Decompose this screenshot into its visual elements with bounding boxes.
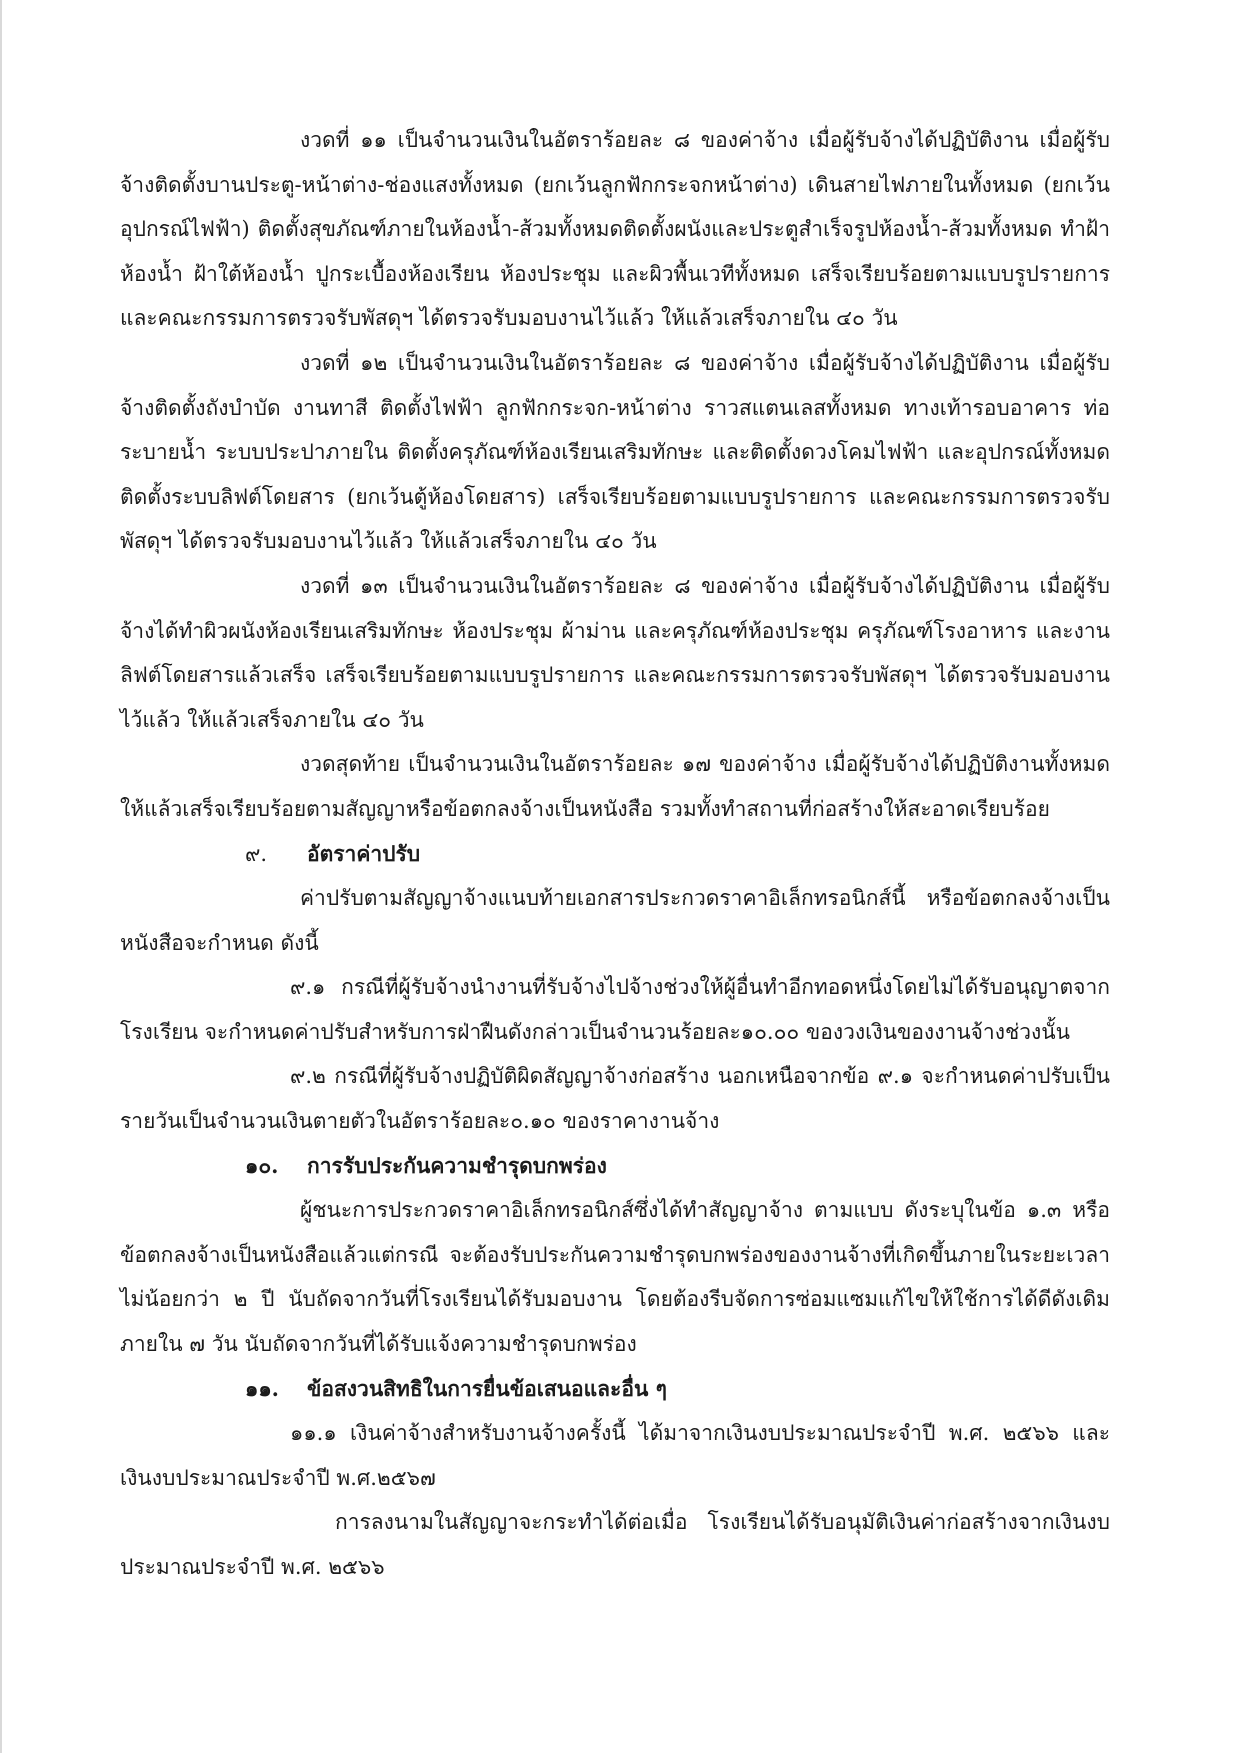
section-9-heading	[120, 832, 1110, 877]
section-9-number: ๙.	[245, 841, 268, 866]
section-9-title: อัตราค่าปรับ	[307, 840, 421, 866]
section-10-number: ๑๐.	[245, 1152, 279, 1178]
section-10-body: ผู้ชนะการประกวดราคาอิเล็กทรอนิกส์ซึ่งได้ทำสัญญาจ้าง ตามแบบ ดังระบุในข้อ ๑.๓ หรือข้อตกลงจ้างเป็นหนังสือแล้วแต่กรณี จะต้องรับประกันความชำรุดบกพร่องของงานจ้างที่เกิดขึ้นภายในระยะเวลา ไม่น้อยกว่า ๒ ปี นับถัดจากวันที่โรงเรียนได้รับมอบงาน โดยต้องรีบจัดการซ่อมแซมแก้ไขให้ใช้การได้ดีดังเดิมภายใน ๗ วัน นับถัดจากวันที่ได้รับแจ้งความชำรุดบกพร่อง	[120, 1198, 1110, 1357]
section-11-title: ข้อสงวนสิทธิในการยื่นข้อเสนอและอื่น ๆ	[307, 1375, 667, 1401]
section-9-intro: ค่าปรับตามสัญญาจ้างแนบท้ายเอกสารประกวดราคาอิเล็กทรอนิกส์นี้ หรือข้อตกลงจ้างเป็นหนังสือจะกำหนด ดังนี้	[120, 886, 1110, 955]
document-body	[120, 118, 1110, 1590]
section-9-item-1: ๙.๑ กรณีที่ผู้รับจ้างนำงานที่รับจ้างไปจ้างช่วงให้ผู้อื่นทำอีกทอดหนึ่งโดยไม่ได้รับอนุญาตจากโรงเรียน จะกำหนดค่าปรับสำหรับการฝ่าฝืนดังกล่าวเป็นจำนวนร้อยละ๑๐.๐๐ ของวงเงินของงานจ้างช่วงนั้น	[120, 975, 1110, 1044]
installment-12-paragraph: งวดที่ ๑๒ เป็นจำนวนเงินในอัตราร้อยละ ๘ ของค่าจ้าง เมื่อผู้รับจ้างได้ปฏิบัติงาน เมื่อผู้รับจ้างติดตั้งถังบำบัด งานทาสี ติดตั้งไฟฟ้า ลูกฟักกระจก-หน้าต่าง ราวสแตนเลสทั้งหมด ทางเท้ารอบอาคาร ท่อระบายน้ำ ระบบประปาภายใน ติดตั้งครุภัณฑ์ห้องเรียนเสริมทักษะ และติดตั้งดวงโคมไฟฟ้า และอุปกรณ์ทั้งหมด ติดตั้งระบบลิฟต์โดยสาร (ยกเว้นตู้ห้องโดยสาร) เสร็จเรียบร้อยตามแบบรูปรายการ และคณะกรรมการตรวจรับพัสดุฯ ได้ตรวจรับมอบงานไว้แล้ว ให้แล้วเสร็จภายใน ๔๐ วัน	[120, 350, 1110, 554]
section-11-heading	[120, 1367, 1110, 1412]
installment-final-paragraph: งวดสุดท้าย เป็นจำนวนเงินในอัตราร้อยละ ๑๗ ของค่าจ้าง เมื่อผู้รับจ้างได้ปฏิบัติงานทั้งหมด ให้แล้วเสร็จเรียบร้อยตามสัญญาหรือข้อตกลงจ้างเป็นหนังสือ รวมทั้งทำสถานที่ก่อสร้างให้สะอาดเรียบร้อย	[120, 752, 1110, 821]
installment-11-paragraph: งวดที่ ๑๑ เป็นจำนวนเงินในอัตราร้อยละ ๘ ของค่าจ้าง เมื่อผู้รับจ้างได้ปฏิบัติงาน เมื่อผู้รับจ้างติดตั้งบานประตู-หน้าต่าง-ช่องแสงทั้งหมด (ยกเว้นลูกฟักกระจกหน้าต่าง) เดินสายไฟภายในทั้งหมด (ยกเว้นอุปกรณ์ไฟฟ้า) ติดตั้งสุขภัณฑ์ภายในห้องน้ำ-ส้วมทั้งหมดติดตั้งผนังและประตูสำเร็จรูปห้องน้ำ-ส้วมทั้งหมด ทำฝ้าห้องน้ำ ฝ้าใต้ห้องน้ำ ปูกระเบื้องห้องเรียน ห้องประชุม และผิวพื้นเวทีทั้งหมด เสร็จเรียบร้อยตามแบบรูปรายการ และคณะกรรมการตรวจรับพัสดุฯ ได้ตรวจรับมอบงานไว้แล้ว ให้แล้วเสร็จภายใน ๔๐ วัน	[120, 128, 1110, 331]
installment-13-paragraph: งวดที่ ๑๓ เป็นจำนวนเงินในอัตราร้อยละ ๘ ของค่าจ้าง เมื่อผู้รับจ้างได้ปฏิบัติงาน เมื่อผู้รับจ้างได้ทำผิวผนังห้องเรียนเสริมทักษะ ห้องประชุม ผ้าม่าน และครุภัณฑ์ห้องประชุม ครุภัณฑ์โรงอาหาร และงานลิฟต์โดยสารแล้วเสร็จ เสร็จเรียบร้อยตามแบบรูปรายการ และคณะกรรมการตรวจรับพัสดุฯ ได้ตรวจรับมอบงานไว้แล้ว ให้แล้วเสร็จภายใน ๔๐ วัน	[120, 573, 1110, 732]
section-9-item-2: ๙.๒ กรณีที่ผู้รับจ้างปฏิบัติผิดสัญญาจ้างก่อสร้าง นอกเหนือจากข้อ ๙.๑ จะกำหนดค่าปรับเป็นรายวันเป็นจำนวนเงินตายตัวในอัตราร้อยละ๐.๑๐ ของราคางานจ้าง	[120, 1064, 1110, 1134]
section-11-item-1-note: การลงนามในสัญญาจะกระทำได้ต่อเมื่อ โรงเรียนได้รับอนุมัติเงินค่าก่อสร้างจากเงินงบประมาณประจำปี พ.ศ. ๒๕๖๖	[120, 1510, 1110, 1579]
section-10-heading	[120, 1144, 1110, 1189]
section-11-number: ๑๑.	[245, 1375, 279, 1401]
section-10-title: การรับประกันความชำรุดบกพร่อง	[307, 1152, 607, 1178]
section-11-item-1: ๑๑.๑ เงินค่าจ้างสำหรับงานจ้างครั้งนี้ ได้มาจากเงินงบประมาณประจำปี พ.ศ. ๒๕๖๖ และ เงินงบประมาณประจำปี พ.ศ.๒๕๖๗	[120, 1421, 1110, 1490]
